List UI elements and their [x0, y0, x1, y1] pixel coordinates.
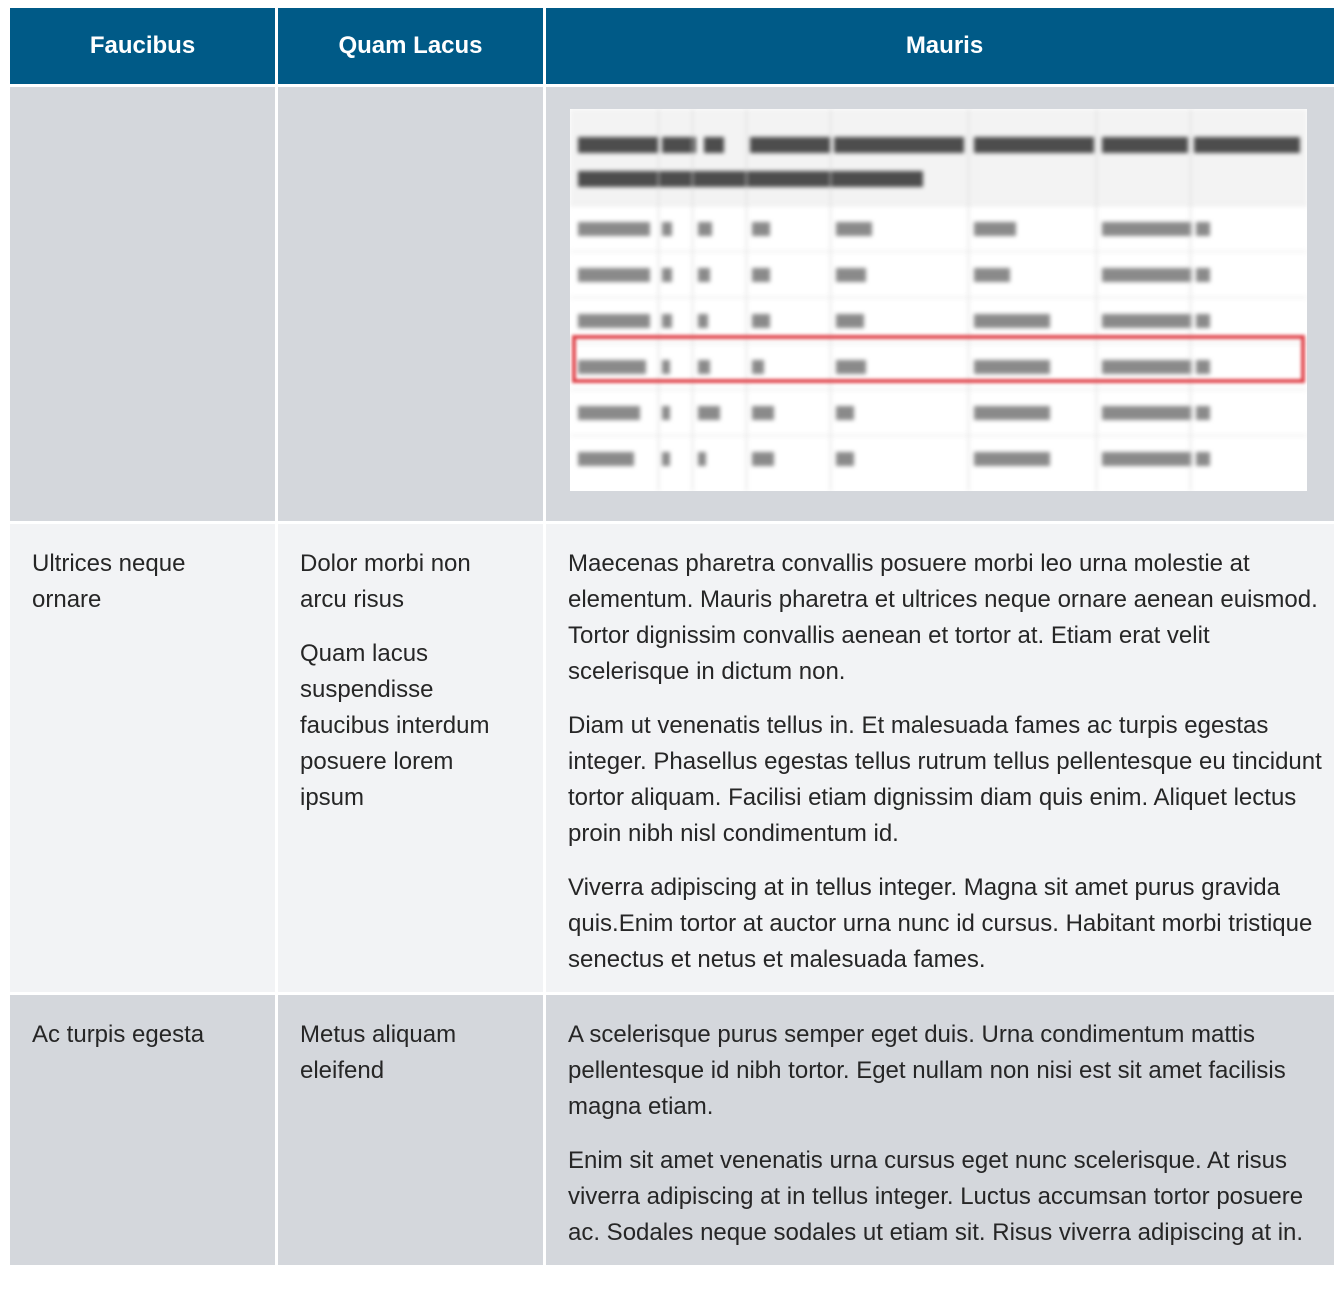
paragraph: A scelerisque purus semper eget duis. Urna condimentum mattis pellentesque id nibh tortor. Eget nullam non nisi est sit amet facilisis magna etiam. [568, 1021, 1286, 1120]
cell-text: Ultrices neque ornare [32, 550, 186, 613]
cell-text: Dolor morbi non arcu risus [300, 550, 471, 613]
cell-mauris [546, 524, 1334, 992]
header-quam-lacus: Quam Lacus [278, 8, 543, 84]
table-row-image [10, 87, 1334, 521]
paragraph: Viverra adipiscing at in tellus integer. Magna sit amet purus gravida quis.Enim tortor at auctor urna nunc id cursus. Habitant morbi tristique senectus et netus et malesuada fames. [568, 874, 1313, 973]
cell-faucibus [10, 995, 275, 1265]
empty-cell [10, 87, 275, 521]
highlighted-row-outline [572, 335, 1305, 383]
cell-faucibus [10, 524, 275, 992]
screenshot-cell [546, 87, 1334, 521]
table-row [10, 995, 1334, 1265]
paragraph: Enim sit amet venenatis urna cursus eget nunc scelerisque. At risus viverra adipiscing at in tellus integer. Luctus accumsan tortor posuere ac. Sodales neque sodales ut etiam sit. Risus viverra adipiscing at in. [568, 1147, 1304, 1246]
cell-text: Ac turpis egesta [32, 1021, 205, 1048]
content-table [7, 5, 1334, 1268]
cell-quam-lacus [278, 995, 543, 1265]
cell-quam-lacus [278, 524, 543, 992]
paragraph: Maecenas pharetra convallis posuere morbi leo urna molestie at elementum. Mauris pharetra et ultrices neque ornare aenean euismod. Tortor dignissim convallis aenean et tortor at. Etiam erat velit scelerisque in dictum non. [568, 550, 1318, 685]
cell-mauris [546, 995, 1334, 1265]
cell-text: Metus aliquam eleifend [300, 1021, 457, 1084]
blurred-table-screenshot [570, 109, 1307, 491]
table-row [10, 524, 1334, 992]
cell-text: Quam lacus suspendisse faucibus interdum posuere lorem ipsum [300, 640, 490, 811]
paragraph: Diam ut venenatis tellus in. Et malesuada fames ac turpis egestas integer. Phasellus egestas tellus rutrum tellus pellentesque eu tincidunt tortor aliquam. Facilisi etiam dignissim diam quis enim. Aliquet lectus proin nibh nisl condimentum id. [568, 712, 1322, 847]
header-faucibus: Faucibus [10, 8, 275, 84]
table-header-row [10, 8, 1334, 84]
empty-cell [278, 87, 543, 521]
header-mauris: Mauris [546, 8, 1334, 84]
